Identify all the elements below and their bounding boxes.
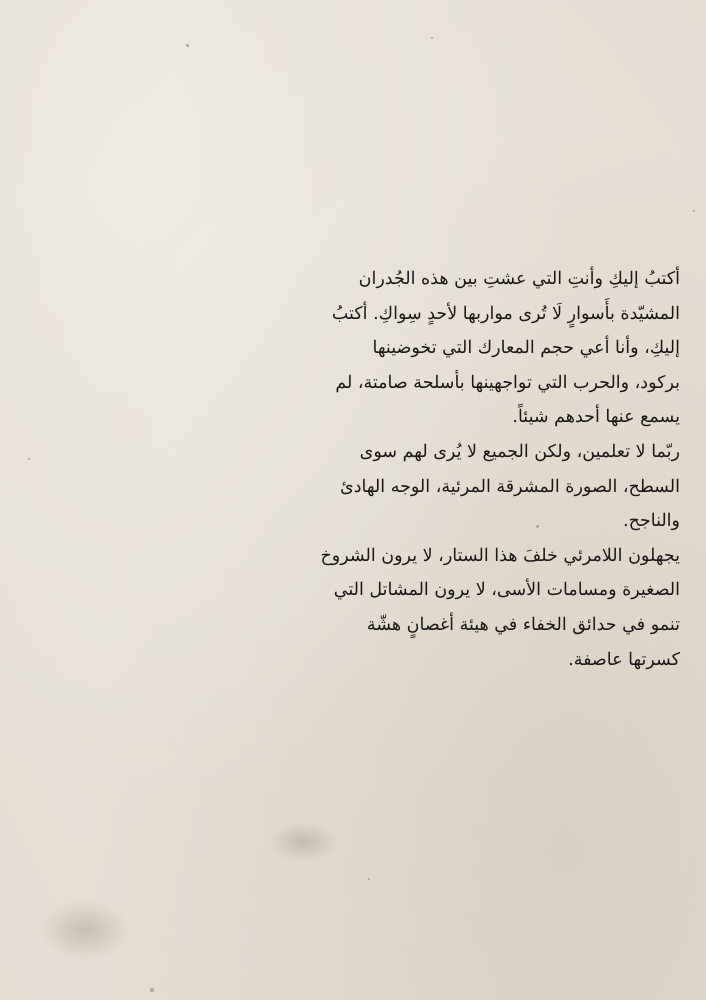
poem-line: المشيّدة بأَسوارٍ لَا تُرى مواربها لأحدٍ سِواكِ. أكتبُ — [331, 303, 680, 324]
poem-line: السطح، الصورة المشرقة المرئية، الوجه الهادئ — [340, 476, 680, 497]
poem-line: إليكِ، وأنا أعي حجم المعارك التي تخوضينها — [372, 338, 680, 359]
paper-speck — [431, 37, 433, 39]
poem-line: تنمو في حدائق الخفاء في هيئة أغصانٍ هشّة — [366, 614, 680, 635]
poem-text — [270, 262, 680, 677]
paper-speck — [693, 210, 695, 212]
poem-line: كسرتها عاصفة. — [568, 649, 680, 670]
poem-line: يجهلون اللامرئي خلفَ هذا الستار، لا يرون الشروخ — [320, 545, 680, 566]
paper-smudge — [268, 822, 338, 862]
poem-line: بركود، والحرب التي تواجهينها بأسلحة صامتة، لم — [335, 372, 680, 393]
paper-smudge — [40, 900, 130, 960]
poem-line: أكتبُ إليكِ وأنتِ التي عشتِ بين هذه الجُدران — [358, 269, 680, 289]
paper-speck — [368, 878, 370, 880]
paper-speck — [28, 458, 30, 460]
poem-line: ربّما لا تعلمين، ولكن الجميع لا يُرى لهم سوى — [359, 441, 680, 462]
poem-line: الصغيرة ومسامات الأسى، لا يرون المشاتل التي — [333, 580, 680, 601]
paper-speck — [150, 988, 154, 992]
poem-line: يسمع عنها أحدهم شيئاً. — [512, 407, 680, 428]
paper-speck — [186, 44, 189, 47]
poem-line: والناجح. — [623, 511, 680, 532]
